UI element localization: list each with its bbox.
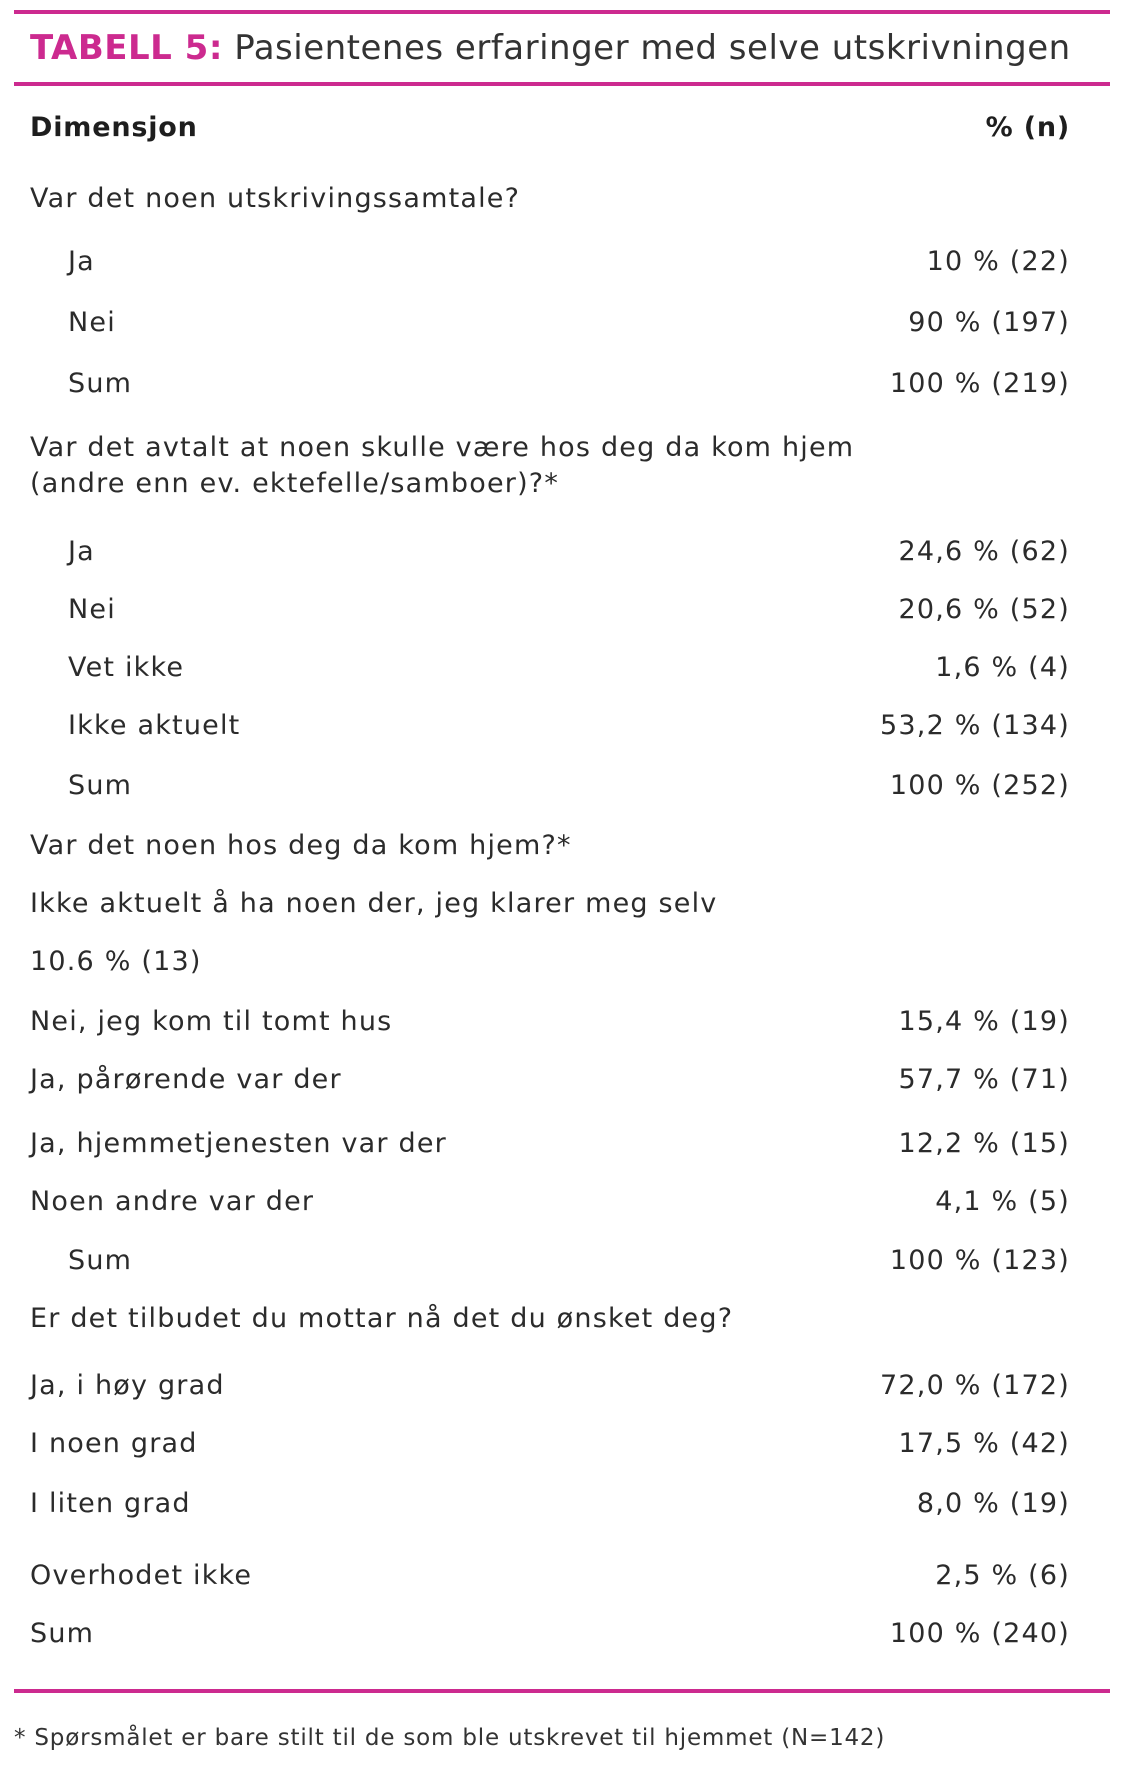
row-value: 100 % (240) bbox=[889, 1618, 1070, 1649]
title-rule bbox=[14, 82, 1110, 86]
row-value: 17,5 % (42) bbox=[898, 1428, 1070, 1459]
question-4: Er det tilbudet du mottar nå det du ønsket deg? bbox=[30, 1303, 734, 1334]
column-header-value: % (n) bbox=[985, 112, 1070, 143]
top-rule bbox=[14, 10, 1110, 14]
question-2-line-1: Var det avtalt at noen skulle være hos deg da kom hjem bbox=[30, 432, 855, 463]
row-value: 100 % (219) bbox=[889, 368, 1070, 399]
row-label: Nei, jeg kom til tomt hus bbox=[30, 1006, 393, 1037]
row-label: I liten grad bbox=[30, 1488, 191, 1519]
footnote: * Spørsmålet er bare stilt til de som ble utskrevet til hjemmet (N=142) bbox=[14, 1725, 886, 1751]
row-value: 57,7 % (71) bbox=[898, 1064, 1070, 1095]
row-value: 4,1 % (5) bbox=[935, 1186, 1070, 1217]
row-label: Ja bbox=[68, 536, 95, 567]
row-value: 100 % (123) bbox=[889, 1245, 1070, 1276]
row-label: Sum bbox=[68, 1245, 133, 1276]
bottom-rule bbox=[14, 1689, 1110, 1693]
row-label: Nei bbox=[68, 307, 116, 338]
table-caption: Pasientenes erfaringer med selve utskrivningen bbox=[222, 28, 1071, 68]
row-value: 2,5 % (6) bbox=[935, 1560, 1070, 1591]
row-value: 12,2 % (15) bbox=[898, 1128, 1070, 1159]
row-value: 8,0 % (19) bbox=[916, 1488, 1070, 1519]
row-label: Vet ikke bbox=[68, 652, 185, 683]
row-label: I noen grad bbox=[30, 1428, 198, 1459]
row-label: Sum bbox=[68, 770, 133, 801]
row-label: Ja, i høy grad bbox=[30, 1370, 225, 1401]
row-label: Overhodet ikke bbox=[30, 1560, 253, 1591]
row-label: Noen andre var der bbox=[30, 1186, 315, 1217]
row-value: 24,6 % (62) bbox=[898, 536, 1070, 567]
row-label: Ja, pårørende var der bbox=[30, 1064, 342, 1095]
row-label: Nei bbox=[68, 594, 116, 625]
row-value: 72,0 % (172) bbox=[880, 1370, 1070, 1401]
row-value: 15,4 % (19) bbox=[898, 1006, 1070, 1037]
row-value: 100 % (252) bbox=[889, 770, 1070, 801]
row-label: Ja, hjemmetjenesten var der bbox=[30, 1128, 447, 1159]
row-label: Sum bbox=[68, 368, 133, 399]
table-title bbox=[30, 28, 1071, 68]
question-2-line-2: (andre enn ev. ektefelle/samboer)?* bbox=[30, 468, 560, 499]
row-value: 90 % (197) bbox=[908, 307, 1070, 338]
row-label: Ikke aktuelt bbox=[68, 710, 241, 741]
column-header-dimension: Dimensjon bbox=[30, 112, 198, 143]
question-3: Var det noen hos deg da kom hjem?* bbox=[30, 830, 572, 861]
row-value: 20,6 % (52) bbox=[898, 594, 1070, 625]
option-not-relevant: Ikke aktuelt å ha noen der, jeg klarer meg selv bbox=[30, 888, 718, 919]
option-not-relevant-value: 10.6 % (13) bbox=[30, 946, 202, 977]
row-value: 10 % (22) bbox=[926, 246, 1070, 277]
question-1: Var det noen utskrivingssamtale? bbox=[30, 183, 521, 214]
row-label: Sum bbox=[30, 1618, 95, 1649]
row-value: 1,6 % (4) bbox=[935, 652, 1070, 683]
row-value: 53,2 % (134) bbox=[880, 710, 1070, 741]
table-number: TABELL 5: bbox=[30, 28, 223, 68]
row-label: Ja bbox=[68, 246, 95, 277]
